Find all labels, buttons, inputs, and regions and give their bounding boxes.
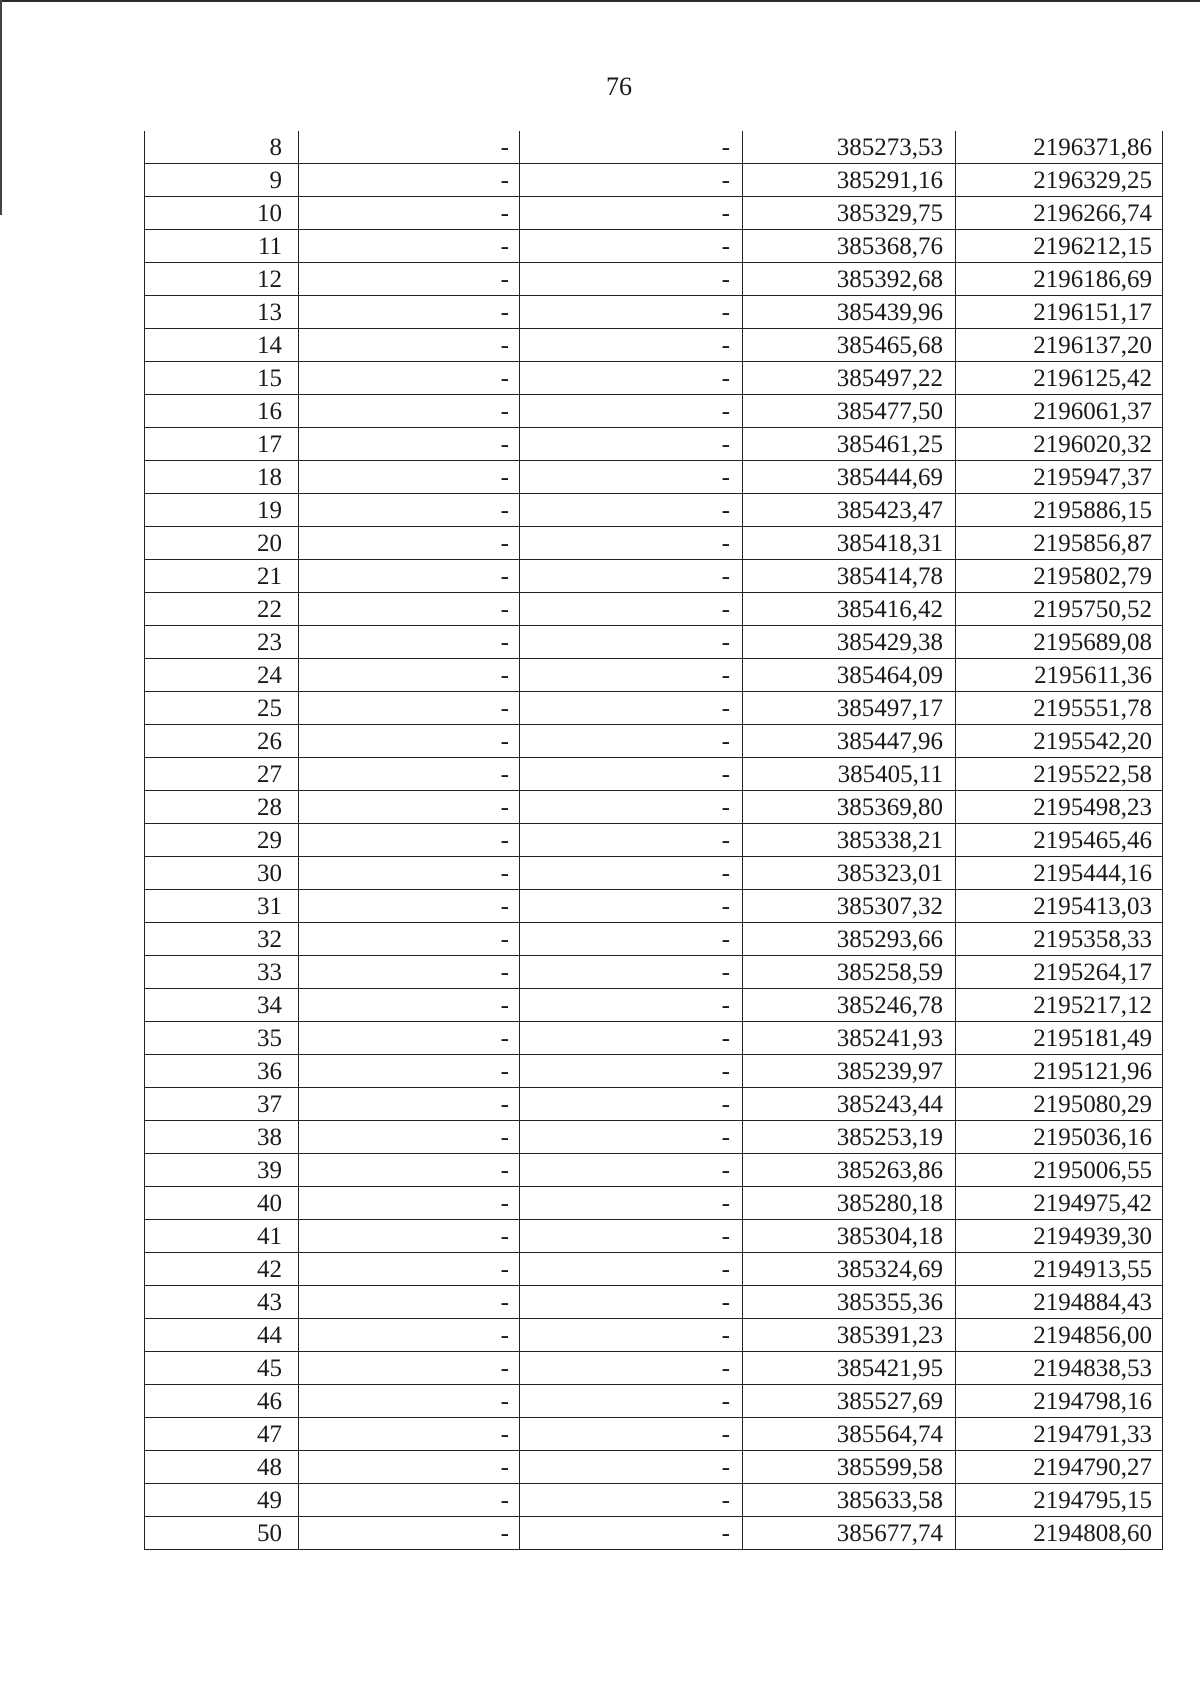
- y-coordinate-cell: 2194913,55: [956, 1253, 1163, 1286]
- dash-cell: -: [299, 1286, 520, 1319]
- x-coordinate-cell: 385239,97: [743, 1055, 956, 1088]
- dash-cell: -: [520, 1055, 743, 1088]
- dash-cell: -: [520, 362, 743, 395]
- x-coordinate-cell: 385243,44: [743, 1088, 956, 1121]
- dash-cell: -: [299, 758, 520, 791]
- dash-cell: -: [520, 593, 743, 626]
- y-coordinate-cell: 2195886,15: [956, 494, 1163, 527]
- dash-cell: -: [299, 362, 520, 395]
- y-coordinate-cell: 2195358,33: [956, 923, 1163, 956]
- y-coordinate-cell: 2194939,30: [956, 1220, 1163, 1253]
- y-coordinate-cell: 2195080,29: [956, 1088, 1163, 1121]
- y-coordinate-cell: 2195181,49: [956, 1022, 1163, 1055]
- dash-cell: -: [520, 890, 743, 923]
- table-row: [145, 560, 1163, 593]
- x-coordinate-cell: 385416,42: [743, 593, 956, 626]
- point-number-cell: 40: [145, 1187, 299, 1220]
- dash-cell: -: [299, 791, 520, 824]
- dash-cell: -: [520, 791, 743, 824]
- point-number-cell: 29: [145, 824, 299, 857]
- dash-cell: -: [520, 923, 743, 956]
- x-coordinate-cell: 385263,86: [743, 1154, 956, 1187]
- dash-cell: -: [520, 461, 743, 494]
- table-row: [145, 692, 1163, 725]
- dash-cell: -: [520, 1385, 743, 1418]
- dash-cell: -: [299, 395, 520, 428]
- x-coordinate-cell: 385527,69: [743, 1385, 956, 1418]
- dash-cell: -: [299, 527, 520, 560]
- table-row: [145, 494, 1163, 527]
- y-coordinate-cell: 2195522,58: [956, 758, 1163, 791]
- table-row: [145, 329, 1163, 362]
- table-row: [145, 1121, 1163, 1154]
- scan-edge-top: [0, 0, 1200, 2]
- dash-cell: -: [520, 329, 743, 362]
- y-coordinate-cell: 2194790,27: [956, 1451, 1163, 1484]
- point-number-cell: 50: [145, 1517, 299, 1550]
- dash-cell: -: [520, 692, 743, 725]
- x-coordinate-cell: 385444,69: [743, 461, 956, 494]
- point-number-cell: 41: [145, 1220, 299, 1253]
- point-number-cell: 19: [145, 494, 299, 527]
- table-row: [145, 1352, 1163, 1385]
- y-coordinate-cell: 2196212,15: [956, 230, 1163, 263]
- dash-cell: -: [520, 989, 743, 1022]
- x-coordinate-cell: 385564,74: [743, 1418, 956, 1451]
- dash-cell: -: [299, 1220, 520, 1253]
- dash-cell: -: [299, 1451, 520, 1484]
- y-coordinate-cell: 2194808,60: [956, 1517, 1163, 1550]
- x-coordinate-cell: 385418,31: [743, 527, 956, 560]
- y-coordinate-cell: 2195121,96: [956, 1055, 1163, 1088]
- table-row: [145, 890, 1163, 923]
- point-number-cell: 26: [145, 725, 299, 758]
- point-number-cell: 20: [145, 527, 299, 560]
- y-coordinate-cell: 2195611,36: [956, 659, 1163, 692]
- x-coordinate-cell: 385677,74: [743, 1517, 956, 1550]
- table-row: [145, 1220, 1163, 1253]
- x-coordinate-cell: 385633,58: [743, 1484, 956, 1517]
- dash-cell: -: [520, 527, 743, 560]
- dash-cell: -: [299, 461, 520, 494]
- table-row: [145, 1286, 1163, 1319]
- table-row: [145, 824, 1163, 857]
- point-number-cell: 17: [145, 428, 299, 461]
- table-row: [145, 428, 1163, 461]
- dash-cell: -: [299, 1121, 520, 1154]
- page-number: 76: [606, 72, 632, 101]
- point-number-cell: 35: [145, 1022, 299, 1055]
- dash-cell: -: [299, 164, 520, 197]
- table-row: [145, 626, 1163, 659]
- y-coordinate-cell: 2196371,86: [956, 131, 1163, 164]
- dash-cell: -: [520, 956, 743, 989]
- dash-cell: -: [520, 1451, 743, 1484]
- table-row: [145, 131, 1163, 164]
- dash-cell: -: [299, 989, 520, 1022]
- point-number-cell: 14: [145, 329, 299, 362]
- scan-edge-left: [0, 0, 2, 215]
- x-coordinate-cell: 385414,78: [743, 560, 956, 593]
- table-row: [145, 1187, 1163, 1220]
- point-number-cell: 37: [145, 1088, 299, 1121]
- x-coordinate-cell: 385338,21: [743, 824, 956, 857]
- point-number-cell: 22: [145, 593, 299, 626]
- dash-cell: -: [299, 1253, 520, 1286]
- x-coordinate-cell: 385599,58: [743, 1451, 956, 1484]
- dash-cell: -: [520, 1187, 743, 1220]
- dash-cell: -: [299, 296, 520, 329]
- dash-cell: -: [299, 1187, 520, 1220]
- dash-cell: -: [299, 494, 520, 527]
- table-row: [145, 1451, 1163, 1484]
- dash-cell: -: [299, 428, 520, 461]
- table-row: [145, 362, 1163, 395]
- dash-cell: -: [520, 1517, 743, 1550]
- point-number-cell: 16: [145, 395, 299, 428]
- dash-cell: -: [520, 1088, 743, 1121]
- point-number-cell: 36: [145, 1055, 299, 1088]
- point-number-cell: 13: [145, 296, 299, 329]
- table-row: [145, 1418, 1163, 1451]
- point-number-cell: 43: [145, 1286, 299, 1319]
- y-coordinate-cell: 2195689,08: [956, 626, 1163, 659]
- dash-cell: -: [520, 131, 743, 164]
- point-number-cell: 12: [145, 263, 299, 296]
- table-row: [145, 1154, 1163, 1187]
- dash-cell: -: [299, 890, 520, 923]
- table-row: [145, 1319, 1163, 1352]
- dash-cell: -: [520, 1220, 743, 1253]
- point-number-cell: 48: [145, 1451, 299, 1484]
- x-coordinate-cell: 385291,16: [743, 164, 956, 197]
- point-number-cell: 33: [145, 956, 299, 989]
- point-number-cell: 27: [145, 758, 299, 791]
- dash-cell: -: [520, 560, 743, 593]
- dash-cell: -: [520, 1253, 743, 1286]
- dash-cell: -: [299, 230, 520, 263]
- table-row: [145, 758, 1163, 791]
- coordinates-table-body: [145, 131, 1163, 1550]
- dash-cell: -: [299, 659, 520, 692]
- dash-cell: -: [299, 857, 520, 890]
- dash-cell: -: [299, 131, 520, 164]
- x-coordinate-cell: 385258,59: [743, 956, 956, 989]
- x-coordinate-cell: 385477,50: [743, 395, 956, 428]
- dash-cell: -: [299, 824, 520, 857]
- table-row: [145, 461, 1163, 494]
- point-number-cell: 25: [145, 692, 299, 725]
- dash-cell: -: [520, 1154, 743, 1187]
- dash-cell: -: [520, 395, 743, 428]
- y-coordinate-cell: 2194791,33: [956, 1418, 1163, 1451]
- y-coordinate-cell: 2195006,55: [956, 1154, 1163, 1187]
- dash-cell: -: [520, 824, 743, 857]
- x-coordinate-cell: 385497,22: [743, 362, 956, 395]
- table-row: [145, 1484, 1163, 1517]
- x-coordinate-cell: 385429,38: [743, 626, 956, 659]
- y-coordinate-cell: 2195750,52: [956, 593, 1163, 626]
- x-coordinate-cell: 385329,75: [743, 197, 956, 230]
- dash-cell: -: [299, 329, 520, 362]
- y-coordinate-cell: 2196266,74: [956, 197, 1163, 230]
- table-row: [145, 1055, 1163, 1088]
- y-coordinate-cell: 2195498,23: [956, 791, 1163, 824]
- table-row: [145, 1253, 1163, 1286]
- y-coordinate-cell: 2196125,42: [956, 362, 1163, 395]
- x-coordinate-cell: 385423,47: [743, 494, 956, 527]
- dash-cell: -: [520, 1352, 743, 1385]
- dash-cell: -: [299, 1418, 520, 1451]
- table-row: [145, 296, 1163, 329]
- dash-cell: -: [299, 197, 520, 230]
- x-coordinate-cell: 385392,68: [743, 263, 956, 296]
- table-row: [145, 725, 1163, 758]
- dash-cell: -: [299, 1484, 520, 1517]
- x-coordinate-cell: 385253,19: [743, 1121, 956, 1154]
- y-coordinate-cell: 2196137,20: [956, 329, 1163, 362]
- x-coordinate-cell: 385304,18: [743, 1220, 956, 1253]
- dash-cell: -: [520, 857, 743, 890]
- dash-cell: -: [299, 626, 520, 659]
- y-coordinate-cell: 2196329,25: [956, 164, 1163, 197]
- dash-cell: -: [299, 560, 520, 593]
- x-coordinate-cell: 385391,23: [743, 1319, 956, 1352]
- y-coordinate-cell: 2196186,69: [956, 263, 1163, 296]
- table-row: [145, 791, 1163, 824]
- dash-cell: -: [299, 1022, 520, 1055]
- x-coordinate-cell: 385465,68: [743, 329, 956, 362]
- point-number-cell: 34: [145, 989, 299, 1022]
- point-number-cell: 46: [145, 1385, 299, 1418]
- point-number-cell: 24: [145, 659, 299, 692]
- y-coordinate-cell: 2195947,37: [956, 461, 1163, 494]
- x-coordinate-cell: 385405,11: [743, 758, 956, 791]
- y-coordinate-cell: 2196151,17: [956, 296, 1163, 329]
- dash-cell: -: [520, 230, 743, 263]
- point-number-cell: 15: [145, 362, 299, 395]
- point-number-cell: 10: [145, 197, 299, 230]
- dash-cell: -: [520, 197, 743, 230]
- dash-cell: -: [520, 263, 743, 296]
- x-coordinate-cell: 385461,25: [743, 428, 956, 461]
- dash-cell: -: [299, 1055, 520, 1088]
- table-row: [145, 527, 1163, 560]
- dash-cell: -: [299, 593, 520, 626]
- x-coordinate-cell: 385421,95: [743, 1352, 956, 1385]
- x-coordinate-cell: 385464,09: [743, 659, 956, 692]
- point-number-cell: 45: [145, 1352, 299, 1385]
- dash-cell: -: [520, 1319, 743, 1352]
- y-coordinate-cell: 2194838,53: [956, 1352, 1163, 1385]
- dash-cell: -: [520, 1121, 743, 1154]
- point-number-cell: 44: [145, 1319, 299, 1352]
- y-coordinate-cell: 2194795,15: [956, 1484, 1163, 1517]
- dash-cell: -: [520, 164, 743, 197]
- point-number-cell: 42: [145, 1253, 299, 1286]
- y-coordinate-cell: 2195856,87: [956, 527, 1163, 560]
- y-coordinate-cell: 2194856,00: [956, 1319, 1163, 1352]
- point-number-cell: 23: [145, 626, 299, 659]
- dash-cell: -: [299, 1088, 520, 1121]
- dash-cell: -: [520, 626, 743, 659]
- point-number-cell: 11: [145, 230, 299, 263]
- table-row: [145, 659, 1163, 692]
- point-number-cell: 47: [145, 1418, 299, 1451]
- y-coordinate-cell: 2195264,17: [956, 956, 1163, 989]
- point-number-cell: 21: [145, 560, 299, 593]
- dash-cell: -: [520, 758, 743, 791]
- table-row: [145, 395, 1163, 428]
- table-row: [145, 263, 1163, 296]
- point-number-cell: 8: [145, 131, 299, 164]
- y-coordinate-cell: 2195413,03: [956, 890, 1163, 923]
- x-coordinate-cell: 385293,66: [743, 923, 956, 956]
- y-coordinate-cell: 2195551,78: [956, 692, 1163, 725]
- dash-cell: -: [299, 1154, 520, 1187]
- dash-cell: -: [520, 1484, 743, 1517]
- dash-cell: -: [299, 923, 520, 956]
- dash-cell: -: [520, 659, 743, 692]
- x-coordinate-cell: 385323,01: [743, 857, 956, 890]
- dash-cell: -: [520, 1022, 743, 1055]
- y-coordinate-cell: 2195036,16: [956, 1121, 1163, 1154]
- dash-cell: -: [520, 428, 743, 461]
- dash-cell: -: [299, 1517, 520, 1550]
- point-number-cell: 39: [145, 1154, 299, 1187]
- x-coordinate-cell: 385280,18: [743, 1187, 956, 1220]
- y-coordinate-cell: 2195542,20: [956, 725, 1163, 758]
- y-coordinate-cell: 2195444,16: [956, 857, 1163, 890]
- dash-cell: -: [299, 956, 520, 989]
- point-number-cell: 9: [145, 164, 299, 197]
- y-coordinate-cell: 2194884,43: [956, 1286, 1163, 1319]
- dash-cell: -: [520, 494, 743, 527]
- table-row: [145, 1088, 1163, 1121]
- dash-cell: -: [299, 692, 520, 725]
- dash-cell: -: [520, 296, 743, 329]
- y-coordinate-cell: 2194798,16: [956, 1385, 1163, 1418]
- y-coordinate-cell: 2194975,42: [956, 1187, 1163, 1220]
- x-coordinate-cell: 385355,36: [743, 1286, 956, 1319]
- table-row: [145, 989, 1163, 1022]
- dash-cell: -: [520, 1418, 743, 1451]
- x-coordinate-cell: 385439,96: [743, 296, 956, 329]
- x-coordinate-cell: 385246,78: [743, 989, 956, 1022]
- point-number-cell: 38: [145, 1121, 299, 1154]
- table-row: [145, 956, 1163, 989]
- table-row: [145, 857, 1163, 890]
- table-row: [145, 923, 1163, 956]
- x-coordinate-cell: 385307,32: [743, 890, 956, 923]
- x-coordinate-cell: 385369,80: [743, 791, 956, 824]
- point-number-cell: 49: [145, 1484, 299, 1517]
- table-row: [145, 197, 1163, 230]
- point-number-cell: 28: [145, 791, 299, 824]
- x-coordinate-cell: 385324,69: [743, 1253, 956, 1286]
- x-coordinate-cell: 385241,93: [743, 1022, 956, 1055]
- y-coordinate-cell: 2195217,12: [956, 989, 1163, 1022]
- y-coordinate-cell: 2195802,79: [956, 560, 1163, 593]
- dash-cell: -: [520, 725, 743, 758]
- x-coordinate-cell: 385273,53: [743, 131, 956, 164]
- y-coordinate-cell: 2196061,37: [956, 395, 1163, 428]
- y-coordinate-cell: 2195465,46: [956, 824, 1163, 857]
- dash-cell: -: [299, 1319, 520, 1352]
- x-coordinate-cell: 385368,76: [743, 230, 956, 263]
- point-number-cell: 32: [145, 923, 299, 956]
- dash-cell: -: [299, 1352, 520, 1385]
- dash-cell: -: [520, 1286, 743, 1319]
- point-number-cell: 31: [145, 890, 299, 923]
- x-coordinate-cell: 385447,96: [743, 725, 956, 758]
- dash-cell: -: [299, 725, 520, 758]
- table-row: [145, 1022, 1163, 1055]
- coordinates-table: [144, 131, 1163, 1550]
- table-row: [145, 230, 1163, 263]
- table-row: [145, 164, 1163, 197]
- table-row: [145, 593, 1163, 626]
- point-number-cell: 18: [145, 461, 299, 494]
- table-row: [145, 1385, 1163, 1418]
- y-coordinate-cell: 2196020,32: [956, 428, 1163, 461]
- dash-cell: -: [299, 1385, 520, 1418]
- point-number-cell: 30: [145, 857, 299, 890]
- table-row: [145, 1517, 1163, 1550]
- x-coordinate-cell: 385497,17: [743, 692, 956, 725]
- dash-cell: -: [299, 263, 520, 296]
